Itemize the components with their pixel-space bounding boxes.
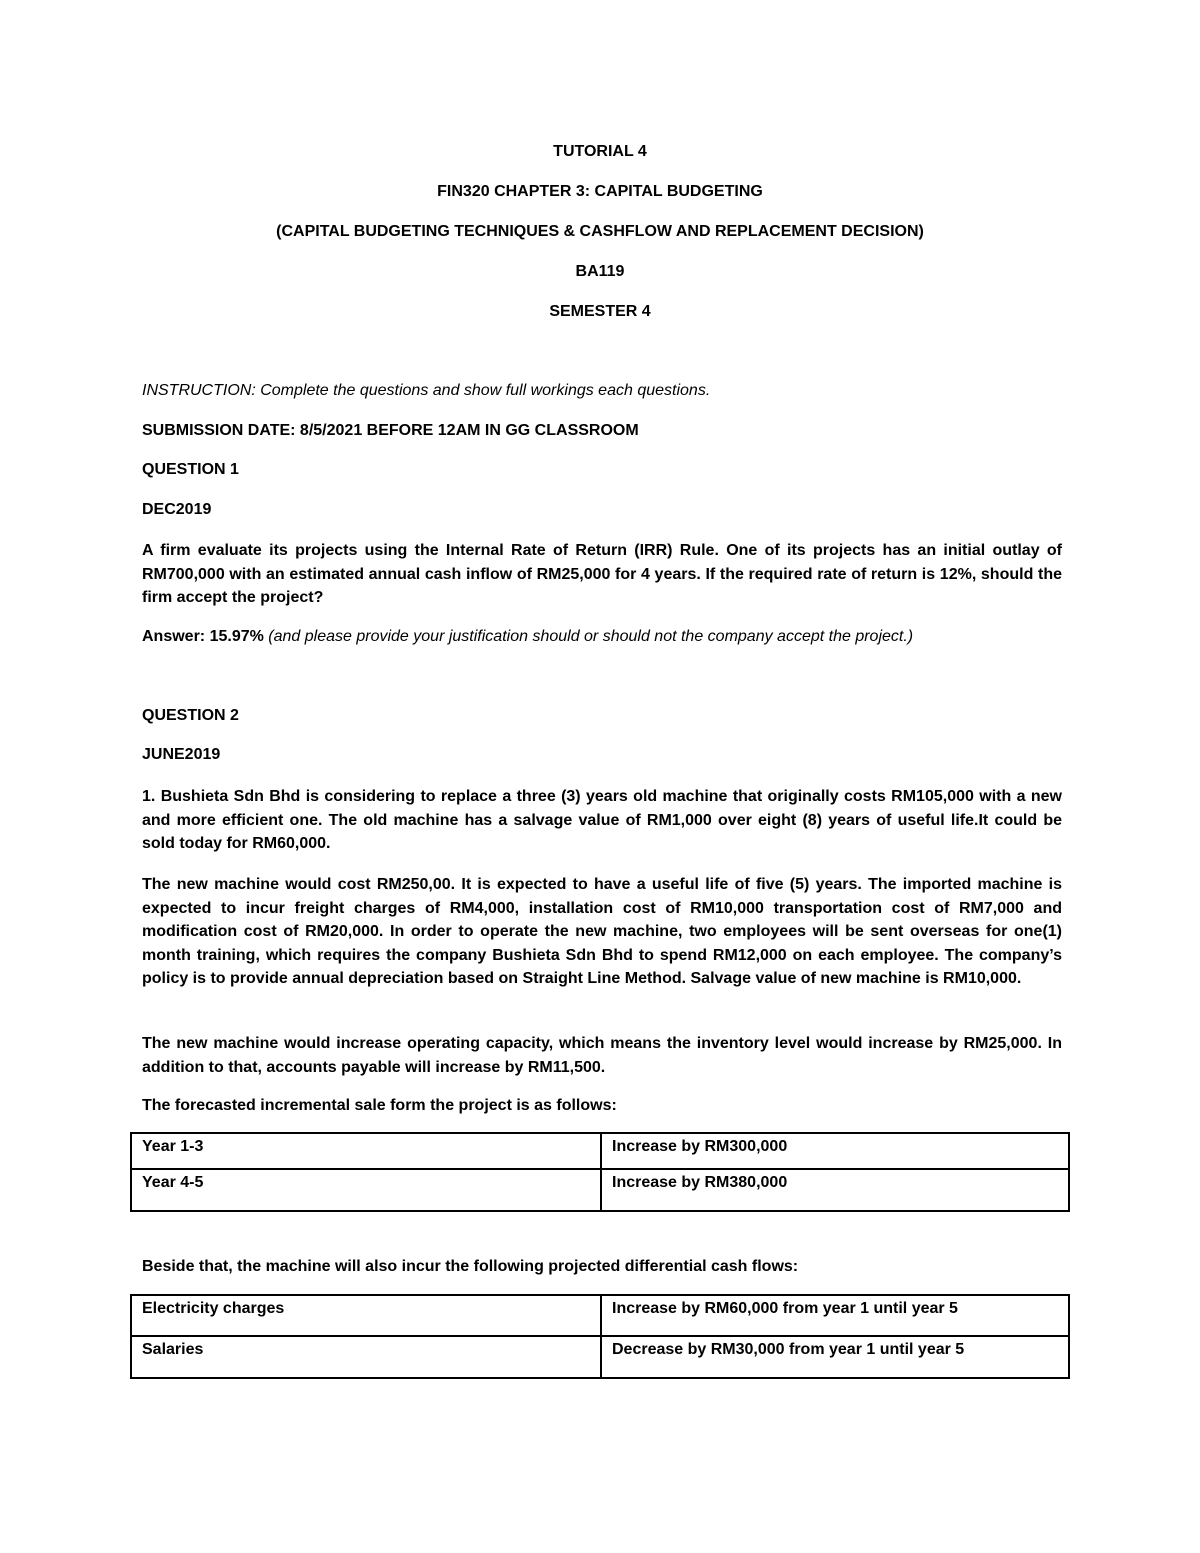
sales-intro: The forecasted incremental sale form the project is as follows: xyxy=(142,1097,617,1114)
table-cell: Electricity charges xyxy=(131,1295,601,1336)
question-2-paragraph-2: The new machine would cost RM250,00. It is expected to have a useful life of five (5) years. The imported machine is expected to incur freight charges of RM4,000, installation cost of RM10,000 transportation cost of RM7,000 and modification cost of RM20,000. In order to operate the new machine, two employees will be sent overseas for one(1) month training, which requires the company Bushieta Sdn Bhd to spend RM12,000 on each employee. The company’s policy is to provide annual depreciation based on Straight Line Method. Salvage value of new machine is RM10,000. xyxy=(142,876,1062,987)
table-cell: Increase by RM380,000 xyxy=(601,1169,1069,1211)
table-cell: Increase by RM300,000 xyxy=(601,1133,1069,1169)
table-cell: Year 1-3 xyxy=(131,1133,601,1169)
instruction: INSTRUCTION: Complete the questions and show full workings each questions. xyxy=(142,382,711,399)
answer-label: Answer: 15.97% xyxy=(142,628,264,645)
sales-table xyxy=(130,1132,1070,1212)
question-1-heading: QUESTION 1 xyxy=(142,461,239,478)
course-chapter: FIN320 CHAPTER 3: CAPITAL BUDGETING xyxy=(437,183,763,200)
question-1-session: DEC2019 xyxy=(142,501,212,518)
chapter-topic: (CAPITAL BUDGETING TECHNIQUES & CASHFLOW AND REPLACEMENT DECISION) xyxy=(276,223,924,240)
answer-note: (and please provide your justification should or should not the company accept the project.) xyxy=(263,628,914,645)
table-cell: Year 4-5 xyxy=(131,1169,601,1211)
table-cell: Salaries xyxy=(131,1336,601,1378)
question-2-heading: QUESTION 2 xyxy=(142,707,239,724)
question-2-paragraph-3: The new machine would increase operating capacity, which means the inventory level would increase by RM25,000. In addition to that, accounts payable will increase by RM11,500. xyxy=(142,1035,1062,1076)
table-cell: Increase by RM60,000 from year 1 until year 5 xyxy=(601,1295,1069,1336)
question-2-paragraph-1: 1. Bushieta Sdn Bhd is considering to replace a three (3) years old machine that originally costs RM105,000 with a new and more efficient one. The old machine has a salvage value of RM1,000 over eight (8) years of useful life.It could be sold today for RM60,000. xyxy=(142,788,1062,852)
tutorial-title: TUTORIAL 4 xyxy=(553,143,647,160)
question-2-session: JUNE2019 xyxy=(142,746,221,763)
table-row xyxy=(131,1169,1069,1211)
question-1-answer xyxy=(142,628,913,646)
table-cell: Decrease by RM30,000 from year 1 until year 5 xyxy=(601,1336,1069,1378)
class-code: BA119 xyxy=(575,263,625,280)
semester: SEMESTER 4 xyxy=(549,303,651,320)
cash-flow-intro: Beside that, the machine will also incur the following projected differential cash flows: xyxy=(142,1258,799,1275)
cash-flow-table xyxy=(130,1294,1070,1379)
submission-date: SUBMISSION DATE: 8/5/2021 BEFORE 12AM IN GG CLASSROOM xyxy=(142,422,639,439)
question-1-text: A firm evaluate its projects using the Internal Rate of Return (IRR) Rule. One of its projects has an initial outlay of RM700,000 with an estimated annual cash inflow of RM25,000 for 4 years. If the required rate of return is 12%, should the firm accept the project? xyxy=(142,542,1062,606)
table-row xyxy=(131,1295,1069,1336)
table-row xyxy=(131,1133,1069,1169)
table-row xyxy=(131,1336,1069,1378)
